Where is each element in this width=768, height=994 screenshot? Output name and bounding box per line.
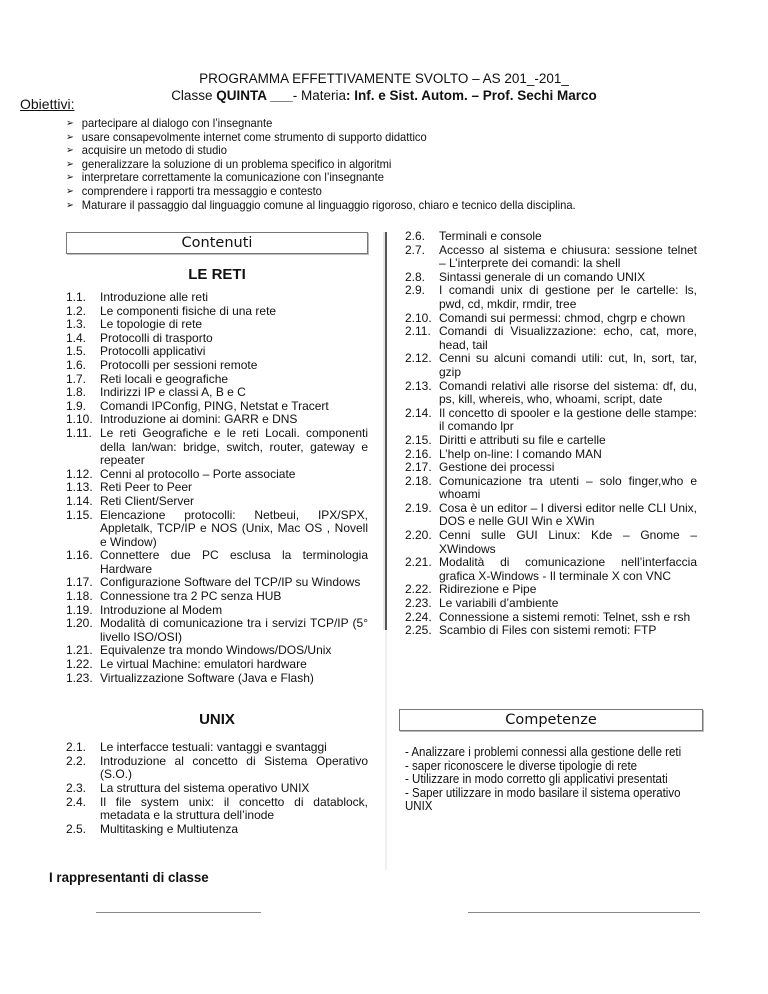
content-item [405,271,697,285]
item-number: 2.3. [66,781,87,795]
item-text: Equivalenze tra mondo Windows/DOS/Unix [100,643,332,658]
content-item [66,481,368,495]
item-text: Diritti e attributi su file e cartelle [439,432,606,447]
competenza-item: - saper riconoscere le diverse tipologie di rete [405,758,638,773]
class-section-blank: ___ [266,88,293,103]
content-item [66,617,368,644]
content-item [66,782,368,796]
content-item [405,529,697,556]
unix-heading: UNIX [199,711,235,729]
item-text: Modalità di comunicazione tra i servizi TCP/IP (5° livello ISO/OSI) [100,616,368,644]
objective-text: generalizzare la soluzione di un problema specifico in algoritmi [81,156,392,171]
content-item [66,604,368,618]
objective-text: partecipare al dialogo con l’insegnante [81,116,273,130]
content-item [66,549,368,576]
item-number: 2.23. [405,596,432,611]
item-number: 2.7. [405,242,426,257]
content-item [405,352,697,379]
competenze-section-title: Competenze [399,709,703,731]
contenuti-right-column [405,230,697,638]
item-number: 2.6. [405,229,426,243]
subject-label: - Materia [292,88,346,103]
content-item [405,230,697,244]
item-text: Comunicazione tra utenti – solo finger,who e whoami [439,473,697,502]
item-text: Protocolli applicativi [100,344,206,359]
objectives-title: Obiettivi: [20,96,75,112]
item-number: 2.10. [405,310,432,325]
item-number: 1.5. [66,344,87,359]
item-number: 2.21. [405,555,432,570]
item-text: Indirizzi IP e classi A, B e C [100,385,246,400]
content-item [66,305,368,319]
objective-item [66,199,576,213]
contenuti-left-column [66,232,368,836]
item-text: Elencazione protocolli: Netbeui, IPX/SPX, Appletalk, TCP/IP e NOS (Unix, Mac OS , Novell e Window) [100,507,368,549]
item-text: Protocolli di trasporto [100,330,213,345]
item-number: 1.15. [66,507,93,522]
item-text: Protocolli per sessioni remote [100,357,258,372]
item-text: L’help on-line: l comando MAN [439,446,602,461]
item-text: Introduzione alle reti [100,290,209,304]
arrow-bullet-icon: ➢ [66,118,74,129]
objectives-list [66,117,576,212]
objective-item [66,144,576,158]
item-text: Le topologie di rete [100,317,203,332]
item-number: 1.12. [66,466,93,481]
item-number: 1.3. [66,317,87,332]
objective-item [66,117,576,131]
objective-text: interpretare correttamente la comunicazione con l’insegnante [81,170,384,185]
reti-list [66,291,368,685]
item-text: Sintassi generale di un comando UNIX [439,269,646,284]
class-name: QUINTA [216,88,267,103]
signature-line-1[interactable] [96,912,261,913]
content-item [405,611,697,625]
item-text: Introduzione al concetto di Sistema Operativo (S.O.) [100,753,368,782]
item-number: 1.14. [66,493,93,508]
item-number: 1.11. [66,425,92,440]
item-number: 2.4. [66,794,87,809]
item-text: Connettere due PC esclusa la terminologia Hardware [100,548,368,576]
unix-list-left [66,741,368,836]
content-item [66,427,368,468]
item-number: 1.4. [66,330,87,345]
content-item [405,284,697,311]
item-number: 1.19. [66,602,93,617]
item-number: 1.13. [66,480,93,495]
content-item [405,325,697,352]
content-item [66,318,368,332]
content-item [66,359,368,373]
objective-item [66,158,576,172]
arrow-bullet-icon: ➢ [66,158,74,170]
item-number: 2.14. [405,405,432,420]
item-text: Le virtual Machine: emulatori hardware [100,657,307,672]
item-number: 2.15. [405,432,432,447]
item-text: Cenni sulle GUI Linux: Kde – Gnome – XWindows [439,528,697,556]
competenze-list [405,746,681,814]
item-number: 1.22. [66,657,93,672]
column-divider [385,232,387,630]
objective-text: usare consapevolmente internet come strumento di supporto didattico [81,129,427,144]
item-number: 2.25. [405,623,432,638]
content-item [405,434,697,448]
content-item [66,590,368,604]
content-item [66,386,368,400]
document-header [0,70,768,104]
item-text: Comandi di Visualizzazione: echo, cat, more, head, tail [439,324,697,352]
item-text: Il file system unix: il concetto di datablock, metadata e la struttura dell’inode [100,794,368,823]
item-number: 1.6. [66,357,87,372]
item-text: Introduzione al Modem [100,602,223,617]
content-item [66,495,368,509]
class-subject-line [0,87,768,104]
item-text: Accesso al sistema e chiusura: sessione telnet – L’interprete dei comandi: la shell [439,242,697,271]
item-text: Reti Client/Server [100,493,195,508]
content-item [66,400,368,414]
item-text: Le variabili d’ambiente [439,596,559,611]
competenza-item: - Analizzare i problemi connessi alla gestione delle reti [405,745,682,759]
objective-text: Maturare il passaggio dal linguaggio comune al linguaggio rigoroso, chiaro e tecnico della disciplina. [81,197,576,212]
content-item [66,796,368,823]
representatives-label: I rappresentanti di classe [49,869,209,885]
content-item [66,413,368,427]
arrow-bullet-icon: ➢ [66,199,74,211]
signature-line-2[interactable] [468,912,700,913]
item-number: 2.22. [405,582,432,597]
reti-heading: LE RETI [188,266,246,283]
arrow-bullet-icon: ➢ [66,185,74,197]
item-text: Ridirezione e Pipe [439,582,537,597]
content-item [66,509,368,550]
item-text: Connessione a sistemi remoti: Telnet, ssh e rsh [439,609,691,624]
objective-text: comprendere i rapporti tra messaggio e contesto [81,183,322,198]
item-text: Scambio di Files con sistemi remoti: FTP [439,623,657,638]
item-text: Il concetto di spooler e la gestione delle stampe: il comando lpr [439,405,697,434]
content-item [66,468,368,482]
item-number: 2.8. [405,269,426,284]
item-number: 1.20. [66,616,93,631]
content-item [66,755,368,782]
item-number: 2.12. [405,351,432,366]
item-number: 2.16. [405,446,432,461]
item-number: 2.24. [405,609,432,624]
item-number: 1.17. [66,575,93,590]
competenza-item: - Saper utilizzare in modo basilare il sistema operativo [405,785,681,800]
item-number: 1.23. [66,670,93,685]
content-item [66,291,368,305]
competenza-item: UNIX [405,799,433,814]
item-text: Modalità di comunicazione nell’interfaccia grafica X-Windows - Il terminale X con VNC [439,555,697,583]
item-text: Reti locali e geografiche [100,371,229,386]
competenza-item: - Utilizzare in modo corretto gli applicativi presentati [405,772,668,787]
item-text: Comandi sui permessi: chmod, chgrp e chown [439,310,686,325]
content-item [405,380,697,407]
objective-item [66,171,576,185]
item-text: Le reti Geografiche e le reti Locali. componenti della lan/wan: bridge, switch, router, gateway e repeater [100,425,368,468]
item-number: 1.10. [66,412,93,427]
content-item [405,244,697,271]
item-text: Configurazione Software del TCP/IP su Windows [100,575,361,590]
item-number: 2.17. [405,460,432,475]
item-text: Terminali e console [439,229,542,243]
item-text: Reti Peer to Peer [100,480,193,495]
item-text: Cenni su alcuni comandi utili: cut, ln, sort, tar, gzip [439,351,697,379]
unix-list-right [405,230,697,638]
item-text: Multitasking e Multiutenza [100,821,239,836]
item-text: Cenni al protocollo – Porte associate [100,466,296,481]
content-item [405,502,697,529]
item-number: 2.2. [66,753,87,768]
item-text: Connessione tra 2 PC senza HUB [100,589,282,604]
content-item [66,373,368,387]
program-title: PROGRAMMA EFFETTIVAMENTE SVOLTO – AS 201_-201_ [199,71,569,86]
content-item [66,644,368,658]
item-text: Gestione dei processi [439,460,555,475]
content-item [66,672,368,686]
item-text: Le componenti fisiche di una rete [100,303,277,318]
content-item [66,823,368,837]
content-item [66,741,368,755]
content-item [405,597,697,611]
content-item [405,407,697,434]
item-number: 1.21. [66,643,93,658]
item-number: 2.11. [405,324,431,339]
content-item [405,583,697,597]
item-number: 1.1. [66,290,87,304]
content-item [66,345,368,359]
content-item [405,448,697,462]
item-text: La struttura del sistema operativo UNIX [100,781,310,795]
item-number: 2.5. [66,821,87,836]
content-item [405,475,697,502]
objective-item [66,131,576,145]
item-number: 2.18. [405,473,432,488]
arrow-bullet-icon: ➢ [66,172,74,184]
content-item [405,556,697,583]
item-number: 1.8. [66,385,87,400]
content-item [66,576,368,590]
item-number: 1.18. [66,589,93,604]
class-label: Classe [171,88,217,103]
item-number: 1.9. [66,398,87,413]
item-number: 1.2. [66,303,87,318]
item-number: 1.7. [66,371,87,386]
item-text: Le interfacce testuali: vantaggi e svantaggi [100,740,327,755]
item-number: 1.16. [66,548,93,563]
objective-item [66,185,576,199]
content-item [405,312,697,326]
item-text: I comandi unix di gestione per le cartelle: ls, pwd, cd, mkdir, rmdir, tree [439,283,697,311]
contenuti-section-title: Contenuti [66,232,368,254]
item-number: 2.19. [405,500,432,515]
content-item [66,658,368,672]
item-text: Cosa è un editor – I diversi editor nelle CLI Unix, DOS e nelle GUI Win e XWin [439,500,697,529]
arrow-bullet-icon: ➢ [66,145,74,157]
objective-text: acquisire un metodo di studio [81,143,227,158]
subject-teacher: : Inf. e Sist. Autom. – Prof. Sechi Marco [346,88,597,103]
content-item [405,461,697,475]
arrow-bullet-icon: ➢ [66,131,74,143]
item-number: 2.20. [405,528,432,543]
item-text: Virtualizzazione Software (Java e Flash) [100,670,314,685]
item-number: 2.13. [405,378,432,393]
item-text: Comandi relativi alle risorse del sistema: df, du, ps, kill, whereis, who, whoami, script, date [439,378,697,407]
item-text: Comandi IPConfig, PING, Netstat e Tracert [100,398,329,413]
item-number: 2.1. [66,740,87,755]
column-divider-lower [385,630,387,870]
content-item [405,624,697,638]
item-number: 2.9. [405,283,426,298]
item-text: Introduzione ai domini: GARR e DNS [100,412,298,427]
content-item [66,332,368,346]
